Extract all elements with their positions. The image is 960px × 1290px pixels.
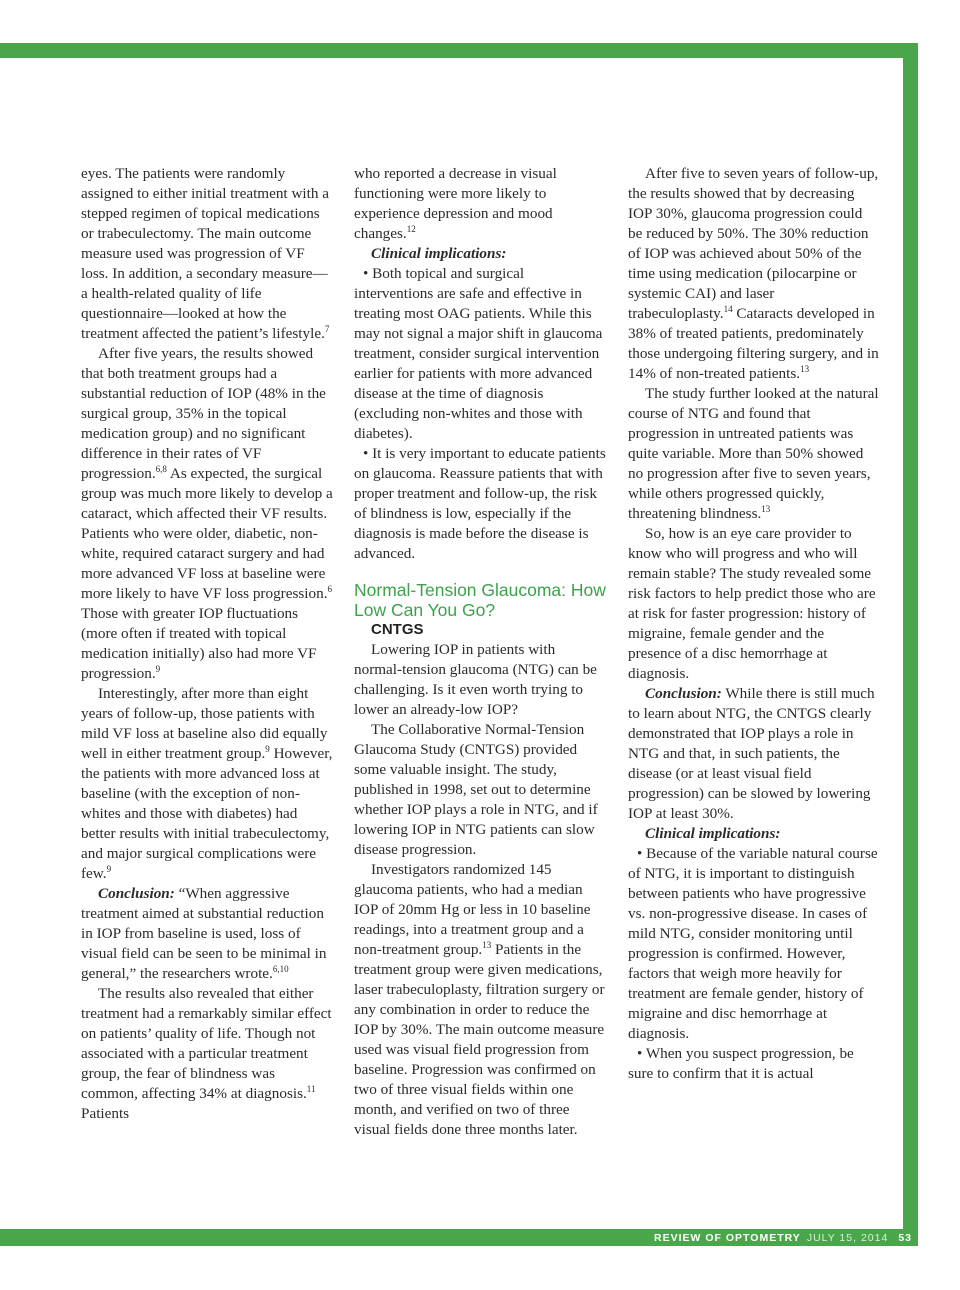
paragraph: eyes. The patients were randomly assigned to either initial treatment with a stepped regimen of topical medications or trabeculectomy. The main outcome measure used was progression of VF loss. In addition, a secondary measure—a health-related quality of life questionnaire—looked at how the treatment affected the patient’s lifestyle.$^7$ (81, 165, 330, 342)
paragraph: After five years, the results showed that both treatment groups had a substantial reduction of IOP (48% in the surgical group, 35% in the topical medication group) and no significant difference in their rates of VF progression.$^{6,8}$ As expected, the surgical group was much more likely to develop a cataract, which affected their VF results. Patients who were older, diabetic, non-white, required cataract surgery and had more advanced VF loss at baseline were more likely to have VF loss progression.$^6$ Those with greater IOP fluctuations (more often if treated with topical medication initially) also had more VF progression.$^9$ (81, 345, 333, 682)
clinical-implications-label: Clinical implications: (371, 245, 507, 262)
right-green-border (903, 43, 918, 1235)
bullet-item: • It is very important to educate patients on glaucoma. Reassure patients that with proper treatment and follow-up, the risk of blindness is low, especially if the diagnosis is made before the disease is advanced. (354, 445, 606, 562)
conclusion-paragraph: Conclusion: “When aggressive treatment aimed at substantial reduction in IOP from baseline is used, loss of visual field can be seen to be minimal in general,” the researchers wrote.$^{6,10}$ (81, 885, 327, 982)
paragraph: Investigators randomized 145 glaucoma patients, who had a median IOP of 20mm Hg or less in 10 baseline readings, into a treatment group and a non-treatment group.$^{13}$ Patients in the treatment group were given medications, laser trabeculoplasty, filtration surgery or any combination in order to reduce the IOP by 30%. The main outcome measure used was visual field progression from baseline. Progression was confirmed on two of three visual fields within one month, and verified on two of three visual fields done three months later. (354, 861, 605, 1138)
column-2 (354, 164, 606, 1140)
paragraph: The study further looked at the natural course of NTG and found that progression in untreated patients was quite variable. More than 50% showed no progression after five to seven years, while others progressed quickly, threatening blindness.$^{13}$ (628, 385, 879, 522)
bullet-item: • Both topical and surgical interventions are safe and effective in treating most OAG patients. While this may not signal a major shift in glaucoma treatment, consider surgical intervention earlier for patients with more advanced disease at the time of diagnosis (excluding non-whites and those with diabetes). (354, 265, 603, 442)
bullet-item: • When you suspect progression, be sure to confirm that it is actual (628, 1045, 854, 1082)
page-number: 53 (898, 1232, 912, 1244)
paragraph: So, how is an eye care provider to know who will progress and who will remain stable? The study revealed some risk factors to help predict those who are at risk for faster progression: history of migraine, female gender and the presence of a disc hemorrhage at diagnosis. (628, 525, 876, 682)
column-1 (81, 164, 333, 1124)
issue-date: JULY 15, 2014 (806, 1232, 889, 1244)
conclusion-paragraph: Conclusion: While there is still much to learn about NTG, the CNTGS clearly demonstrated that IOP plays a role in NTG and that, in such patients, the disease (or at least visual field progression) can be slowed by lowering IOP at least 30%. (628, 685, 875, 822)
section-subhead: CNTGS (371, 621, 424, 638)
column-3 (628, 164, 880, 1084)
paragraph: who reported a decrease in visual functioning were more likely to experience depression and mood changes.$^{12}$ (354, 165, 557, 242)
paragraph: After five to seven years of follow-up, the results showed that by decreasing IOP 30%, glaucoma progression could be reduced by 50%. The 30% reduction of IOP was achieved about 50% of the time using medication (pilocarpine or systemic CAI) and laser trabeculoplasty.$^{14}$ Cataracts developed in 38% of treated patients, predominately those undergoing filtering surgery, and in 14% of non-treated patients.$^{13}$ (628, 165, 879, 382)
footer (654, 1231, 912, 1245)
clinical-implications-label: Clinical implications: (645, 825, 781, 842)
section-heading: Normal-Tension Glaucoma: How Low Can You Go? (354, 580, 606, 620)
paragraph: The Collaborative Normal-Tension Glaucoma Study (CNTGS) provided some valuable insight. The study, published in 1998, set out to determine whether IOP plays a role in NTG, and if lowering IOP in NTG patients can slow disease progression. (354, 721, 598, 858)
paragraph: The results also revealed that either treatment had a remarkably similar effect on patients’ quality of life. Though not associated with a particular treatment group, the fear of blindness was common, affecting 34% at diagnosis.$^{11}$ Patients (81, 985, 332, 1122)
paragraph: Lowering IOP in patients with normal-tension glaucoma (NTG) can be challenging. Is it even worth trying to lower an already-low IOP? (354, 641, 597, 718)
bullet-item: • Because of the variable natural course of NTG, it is important to distinguish between patients who have progressive vs. non-progressive disease. In cases of mild NTG, consider monitoring until progression is confirmed. However, factors that weigh more heavily for treatment are female gender, history of migraine and disc hemorrhage at diagnosis. (628, 845, 878, 1042)
publication-name: REVIEW OF OPTOMETRY (654, 1232, 801, 1244)
paragraph: Interestingly, after more than eight years of follow-up, those patients with mild VF loss at baseline also did equally well in either treatment group.$^9$ However, the patients with more advanced loss at baseline (with the exception of non-whites and those with diabetes) had better results with initial trabeculectomy, and major surgical complications were few.$^9$ (81, 685, 333, 882)
top-green-border (0, 43, 918, 58)
